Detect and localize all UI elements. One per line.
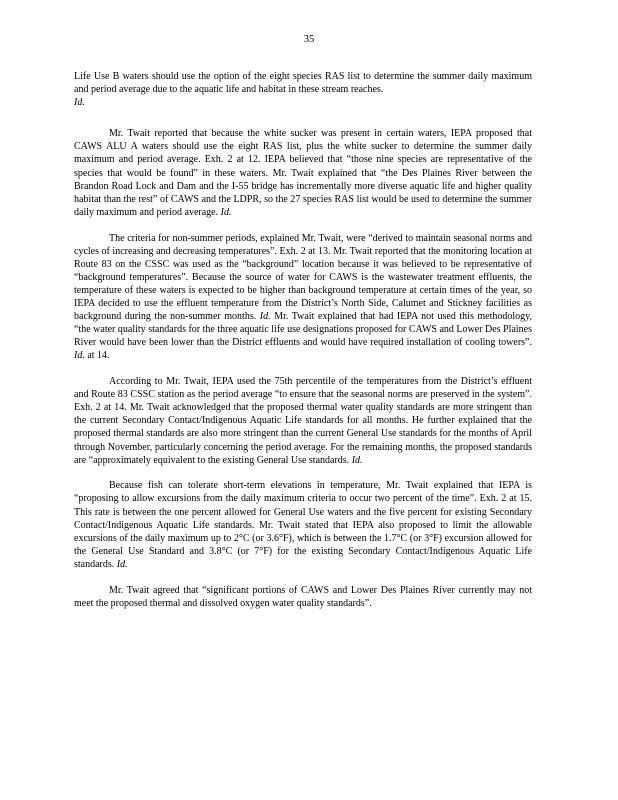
paragraph-3-text: The criteria for non-summer periods, explained Mr. Twait, were “derived to maintain seasonal norms and cycles of increasing and decreasing temperatures”. Exh. 2 at 13. Mr. Twait reported that the monitoring location at Route 83 on the CSSC was used as the “background” location because it was believed to be representative of “background temperatures”. Because the source of water for CAWS is the wastewater treatment effluents, the temperature of these waters is expected to be higher than background temperature at certain times of the year, so IEPA decided to use the effluent temperature from the District’s North Side, Calumet and Stickney facilities as background during the non-summer months. Id. Mr. Twait explained that had IEPA not used this methodology, “the water quality standards for the three aquatic life use designations proposed for CAWS and Lower Des Plaines River would have been lower than the District effluents and would have required installation of cooling towers”. Id. at 14. <box>74 232 533 362</box>
paragraph-2-citation: Id. <box>220 206 232 218</box>
paragraph-4-citation: Id. <box>351 454 363 466</box>
page-number: 35 <box>303 34 315 45</box>
paragraph-1-citation: Id. <box>74 97 85 109</box>
paragraph-6 <box>74 584 532 610</box>
paragraph-5-text: Because fish can tolerate short-term elevations in temperature, Mr. Twait explained that IEPA is “proposing to allow excursions from the daily maximum criteria to occur two percent of the time”. Exh. 2 at 15. This rate is between the one percent allowed for General Use waters and the five percent for existing Secondary Contact/Indigenous Aquatic Life standards. Mr. Twait stated that IEPA also proposed to limit the allowable excursions of the daily maximum up to 2°C (or 3.6°F), which is between the 1.7°C (or 3°F) excursion allowed for the General Use Standard and 3.8°C (or 7°F) for the existing Secondary Contact/Indigenous Aquatic Life standards. <box>74 480 532 570</box>
paragraph-4 <box>74 375 532 467</box>
body-text <box>74 70 532 622</box>
inline-citation: Id. <box>74 350 85 362</box>
paragraph-1-text: Life Use B waters should use the option of the eight species RAS list to determine the summer daily maximum and period average due to the aquatic life and habitat in these stream reaches. <box>74 71 532 96</box>
paragraph-3 <box>74 232 532 363</box>
inline-citation: Id. <box>259 311 271 323</box>
paragraph-6-text: Mr. Twait agreed that “significant portions of CAWS and Lower Des Plaines River currently may not meet the proposed thermal and dissolved oxygen water quality standards”. <box>74 584 532 609</box>
paragraph-2 <box>74 127 532 219</box>
paragraph-5-citation: Id. <box>116 558 128 570</box>
paragraph-1 <box>74 70 532 109</box>
paragraph-2-text: Mr. Twait reported that because the white sucker was present in certain waters, IEPA proposed that CAWS ALU A waters should use the eight RAS list, plus the white sucker to determine the summer daily maximum and period average. Exh. 2 at 12. IEPA believed that “those nine species are representative of the species that would be found” in these waters. Mr. Twait explained that “the Des Plaines River between the Brandon Road Lock and Dam and the I-55 bridge has incrementally more diverse aquatic life and higher quality habitat than the rest” of CAWS and the LDPR, so the 27 species RAS list would be used to determine the summer daily maximum and period average. <box>74 128 532 218</box>
paragraph-4-text: According to Mr. Twait, IEPA used the 75th percentile of the temperatures from the District’s effluent and Route 83 CSSC station as the period average “to ensure that the seasonal norms are preserved in the system”. Exh. 2 at 14. Mr. Twait acknowledged that the proposed thermal water quality standards are more stringent than the current Secondary Contact/Indigenous Aquatic Life standards for all months. He further explained that the proposed thermal standards are also more stringent than the current General Use standards for the months of April through November, particularly concerning the period average. For the remaining months, the proposed standards are “approximately equivalent to the existing General Use standards. <box>74 376 532 466</box>
paragraph-5 <box>74 479 532 571</box>
